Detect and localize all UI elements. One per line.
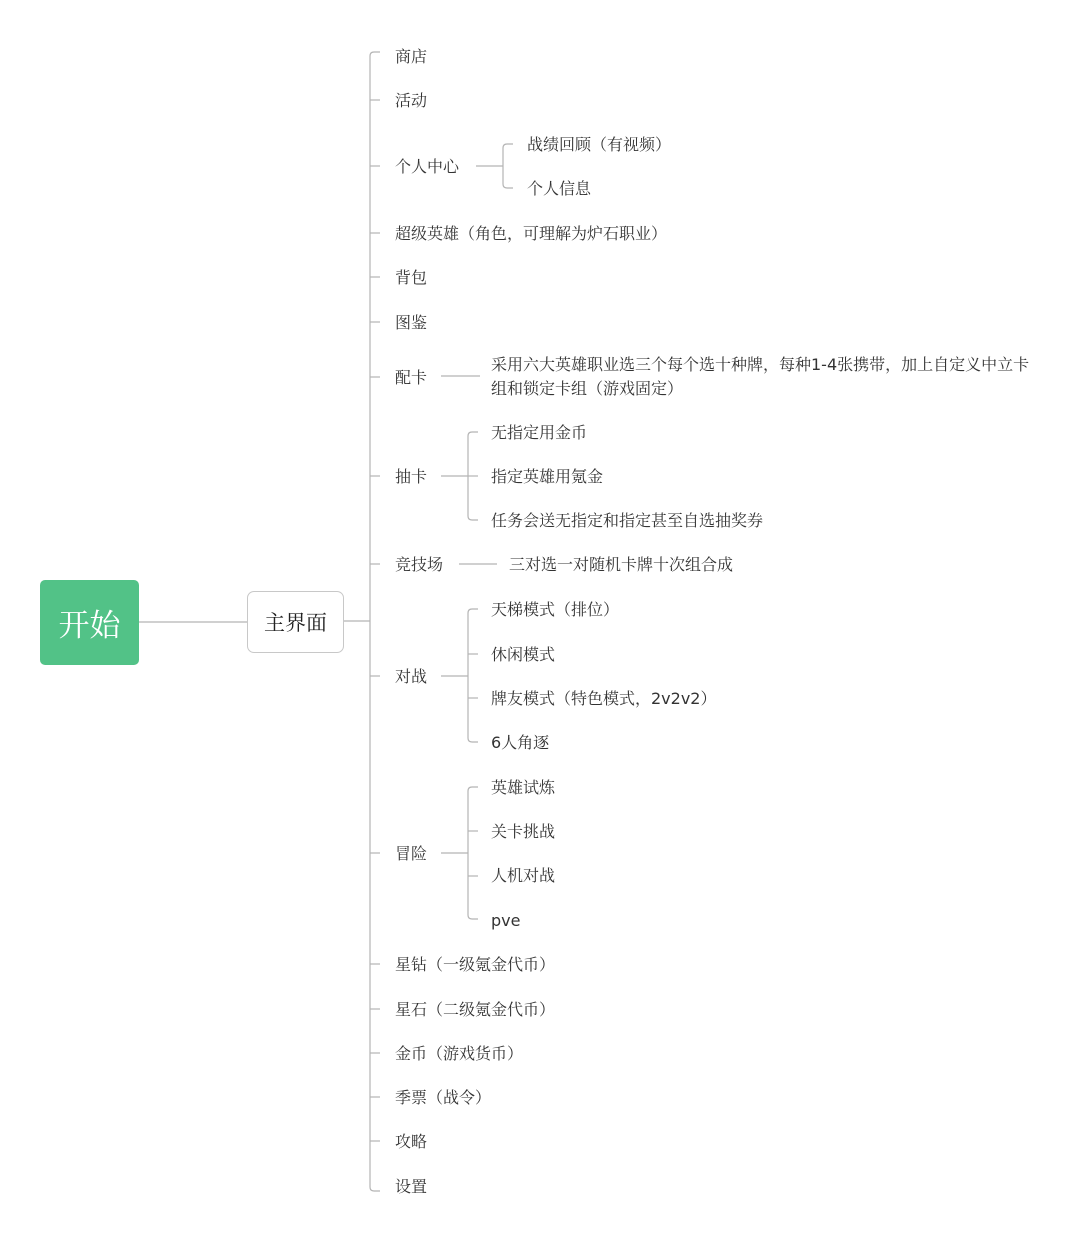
node-draw-tickets[interactable]: 任务会送无指定和指定甚至自选抽奖券 [491, 511, 764, 530]
node-arena-rule[interactable]: 三对选一对随机卡牌十次组合成 [509, 555, 734, 574]
node-battle[interactable]: 对战 [395, 667, 428, 686]
node-star-stone[interactable]: 星石（二级氪金代币） [395, 1000, 556, 1019]
node-deck[interactable]: 配卡 [395, 368, 428, 387]
node-adventure-levels[interactable]: 关卡挑战 [491, 822, 556, 841]
node-battle-casual[interactable]: 休闲模式 [491, 645, 556, 664]
node-draw-gold[interactable]: 无指定用金币 [491, 423, 588, 442]
node-star-diamond[interactable]: 星钻（一级氪金代币） [395, 955, 556, 974]
node-shop[interactable]: 商店 [395, 47, 428, 66]
node-adventure[interactable]: 冒险 [395, 844, 428, 863]
node-draw[interactable]: 抽卡 [395, 467, 428, 486]
node-bag[interactable]: 背包 [395, 268, 428, 287]
node-arena[interactable]: 竞技场 [395, 555, 444, 574]
node-activity[interactable]: 活动 [395, 91, 428, 110]
node-adventure-trial[interactable]: 英雄试炼 [491, 778, 556, 797]
node-adventure-ai[interactable]: 人机对战 [491, 866, 556, 885]
connector-spine-top [370, 52, 380, 56]
node-battle-six[interactable]: 6人角逐 [491, 733, 550, 752]
node-deck-rule[interactable]: 采用六大英雄职业选三个每个选十种牌，每种1-4张携带，加上自定义中立卡组和锁定卡组（游戏固定） [491, 355, 1030, 398]
node-settings[interactable]: 设置 [395, 1177, 428, 1196]
node-gold[interactable]: 金币（游戏货币） [395, 1044, 524, 1063]
root-node[interactable]: 开始 [40, 580, 139, 665]
node-draw-paid[interactable]: 指定英雄用氪金 [491, 467, 604, 486]
node-guide[interactable]: 攻略 [395, 1132, 428, 1151]
node-codex[interactable]: 图鉴 [395, 313, 428, 332]
node-battle-ranked[interactable]: 天梯模式（排位） [491, 600, 620, 619]
node-heroes[interactable]: 超级英雄（角色，可理解为炉石职业） [395, 224, 668, 243]
main-node[interactable]: 主界面 [247, 591, 344, 653]
node-battle-friends[interactable]: 牌友模式（特色模式，2v2v2） [491, 689, 717, 708]
node-profile-history[interactable]: 战绩回顾（有视频） [527, 135, 672, 154]
node-season-pass[interactable]: 季票（战令） [395, 1088, 492, 1107]
connector-spine-bottom [370, 1187, 380, 1191]
node-adventure-pve[interactable]: pve [491, 911, 521, 930]
node-profile[interactable]: 个人中心 [395, 157, 460, 176]
node-profile-info[interactable]: 个人信息 [527, 179, 592, 198]
